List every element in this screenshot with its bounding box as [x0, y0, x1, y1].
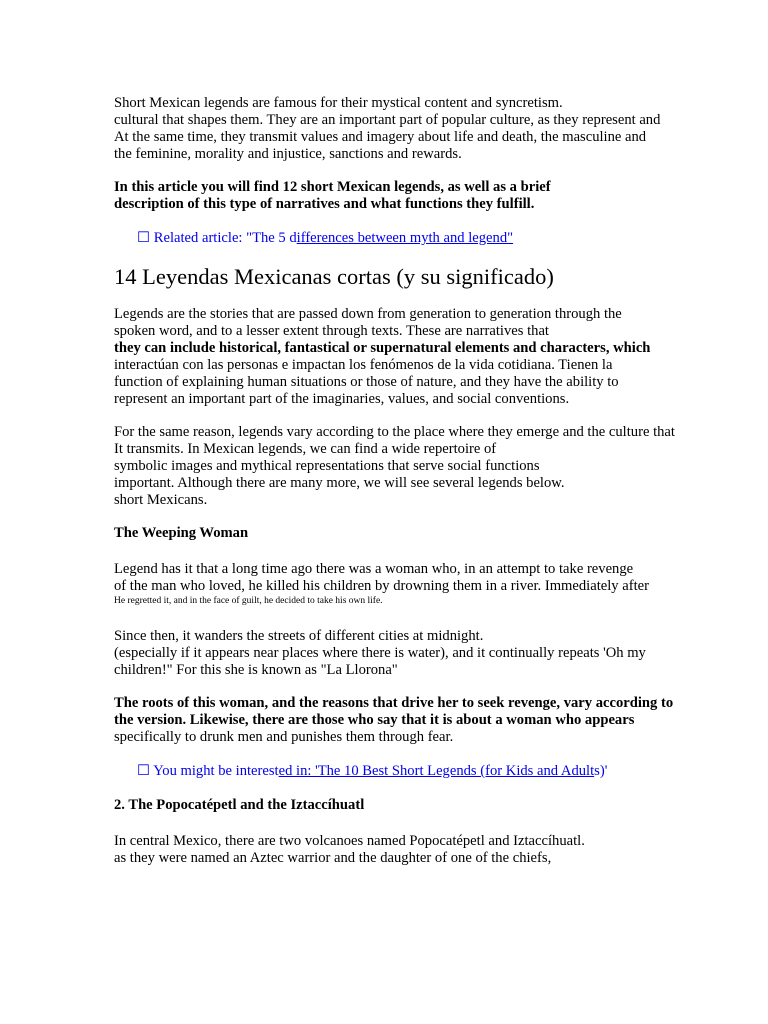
text-line: Short Mexican legends are famous for their mystical content and syncretism. — [114, 95, 563, 111]
volcanoes-paragraph — [114, 833, 714, 867]
text-line: description of this type of narratives and what functions they fulfill. — [114, 196, 535, 212]
roots-paragraph — [114, 695, 714, 746]
wandering-paragraph — [114, 628, 714, 679]
weeping-woman-paragraph — [114, 561, 714, 607]
related-article-link[interactable] — [137, 230, 513, 247]
checkbox-icon: ☐ — [137, 763, 151, 779]
text-line: spoken word, and to a lesser extent through texts. These are narratives that — [114, 323, 549, 339]
text-line: symbolic images and mythical representations that serve social functions — [114, 458, 540, 474]
text-line-bold: they can include historical, fantastical or supernatural elements and characters, which — [114, 340, 651, 356]
text-line: In this article you will find 12 short Mexican legends, as well as a brief — [114, 179, 551, 195]
summary-paragraph — [114, 179, 714, 213]
section-heading-volcanoes: 2. The Popocatépetl and the Iztaccíhuatl — [114, 797, 365, 813]
intro-paragraph — [114, 95, 714, 163]
interest-link-label: You might be interest — [153, 763, 279, 779]
text-line: cultural that shapes them. They are an important part of popular culture, as they represent and — [114, 112, 661, 128]
text-line: Legend has it that a long time ago there was a woman who, in an attempt to take revenge — [114, 561, 634, 577]
text-line: of the man who loved, he killed his children by drowning them in a river. Immediately after — [114, 578, 649, 594]
text-line: For the same reason, legends vary according to the place where they emerge and the culture that — [114, 424, 675, 440]
text-line-bold: The roots of this woman, and the reasons that drive her to seek revenge, vary according to — [114, 695, 674, 711]
checkbox-icon: ☐ — [137, 230, 151, 246]
interest-link-end: s)' — [594, 763, 608, 779]
section-heading-weeping-woman: The Weeping Woman — [114, 525, 249, 541]
text-line: interactúan con las personas e impactan los fenómenos de la vida cotidiana. Tienen la — [114, 357, 613, 373]
text-line: the feminine, morality and injustice, sanctions and rewards. — [114, 146, 462, 162]
text-line: as they were named an Aztec warrior and the daughter of one of the chiefs, — [114, 850, 552, 866]
text-line: Legends are the stories that are passed down from generation to generation through the — [114, 306, 622, 322]
legends-variation-paragraph — [114, 424, 714, 509]
related-article-label: Related article: "The 5 d — [153, 230, 297, 246]
text-line: function of explaining human situations or those of nature, and they have the ability to — [114, 374, 619, 390]
text-line: At the same time, they transmit values and imagery about life and death, the masculine and — [114, 129, 647, 145]
interest-link[interactable] — [137, 763, 607, 780]
text-line: short Mexicans. — [114, 492, 208, 508]
legends-intro-paragraph — [114, 306, 714, 408]
text-line: children!" For this she is known as "La Llorona" — [114, 662, 398, 678]
text-line: Since then, it wanders the streets of different cities at midnight. — [114, 628, 484, 644]
text-line: specifically to drunk men and punishes them through fear. — [114, 729, 454, 745]
text-line: (especially if it appears near places where there is water), and it continually repeats 'Oh my — [114, 645, 646, 661]
related-article-anchor[interactable]: ifferences between myth and legend" — [296, 230, 514, 246]
text-line: represent an important part of the imaginaries, values, and social conventions. — [114, 391, 570, 407]
text-line-bold: the version. Likewise, there are those who say that it is about a woman who appears — [114, 712, 635, 728]
small-text-line: He regretted it, and in the face of guilt, he decided to take his own life. — [114, 596, 383, 606]
text-line: important. Although there are many more, we will see several legends below. — [114, 475, 565, 491]
page-title: 14 Leyendas Mexicanas cortas (y su significado) — [114, 264, 554, 289]
interest-link-anchor[interactable]: ed in: 'The 10 Best Short Legends (for Kids and Adult — [278, 763, 595, 779]
text-line: It transmits. In Mexican legends, we can find a wide repertoire of — [114, 441, 497, 457]
text-line: In central Mexico, there are two volcanoes named Popocatépetl and Iztaccíhuatl. — [114, 833, 585, 849]
